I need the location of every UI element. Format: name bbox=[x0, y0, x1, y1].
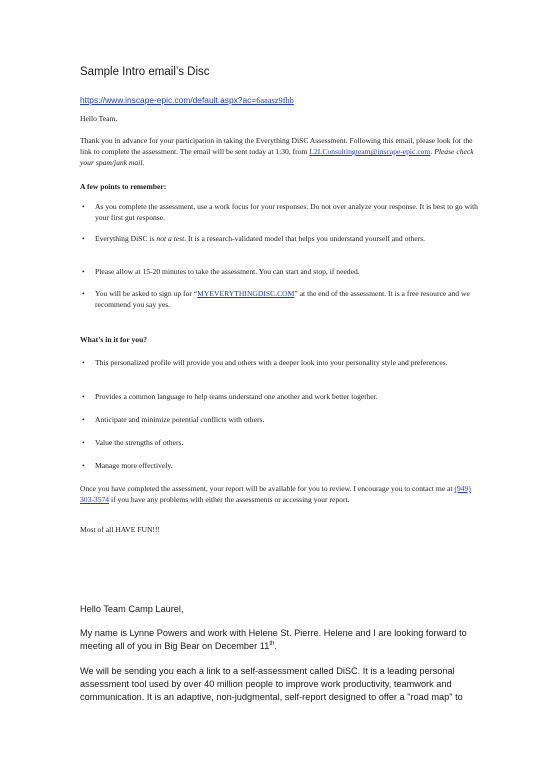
consulting-email-link[interactable]: L2LConsultingteam@inscape-epic.com bbox=[309, 147, 431, 156]
phone-link[interactable]: (949) 303-3574 bbox=[80, 484, 471, 504]
list-item: • Provides a common language to help teams understand one another and work better together. bbox=[82, 392, 378, 401]
bullet-icon: • bbox=[82, 358, 85, 367]
email2-paragraph-2: We will be sending you each a link to a self-assessment called DiSC. It is a leading personal assessment tool used by over 40 million people to improve work productivity, teamwork and communication. It is an adaptive, non-judgmental, self-report designed to offer a "road map" to bbox=[80, 666, 463, 702]
list-item: • Manage more effectively. bbox=[82, 461, 173, 470]
list-item: • Everything DiSC is not a test. It is a research-validated model that helps you understand yourself and others. bbox=[82, 234, 426, 243]
points-heading: A few points to remember: bbox=[80, 182, 167, 191]
list-item: • As you complete the assessment, use a work focus for your responses. Do not over analyze your response. It is best to go with your first gut response. bbox=[82, 202, 478, 222]
closing-paragraph: Once you have completed the assessment, your report will be available for you to review. I encourage you to contact me at (949) 303-3574 if you have any problems with either the assessments or accessing your report. bbox=[80, 484, 471, 504]
bullet-icon: • bbox=[82, 202, 85, 211]
email1-intro: Thank you in advance for your participation in taking the Everything DiSC Assessment. Following this email, please look for the link to complete the assessment. The email will be sent today at 1:30, from L2LConsultingteam@inscape-epic.com. Please check your spam/junk mail. bbox=[80, 136, 474, 167]
email1-greeting: Hello Team, bbox=[80, 114, 118, 123]
list-item: • Anticipate and minimize potential conflicts with others. bbox=[82, 415, 265, 424]
bullet-icon: • bbox=[82, 415, 85, 424]
inscape-link[interactable]: https://www.inscape-epic.com/default.aspx?ac=6aaasz9fhb bbox=[80, 95, 294, 105]
bullet-icon: • bbox=[82, 461, 85, 470]
bullet-icon: • bbox=[82, 289, 85, 298]
signoff: Most of all HAVE FUN!!! bbox=[80, 525, 161, 534]
list-item: • Value the strengths of others. bbox=[82, 438, 184, 447]
bullet-icon: • bbox=[82, 392, 85, 401]
list-item: • Please allow at 15-20 minutes to take the assessment. You can start and stop, if needed. bbox=[82, 267, 360, 276]
list-item: • You will be asked to sign up for “MYEVERYTHINGDISC.COM” at the end of the assessment. It is a free resource and we recommend you say yes. bbox=[82, 289, 470, 309]
email2-paragraph-1: My name is Lynne Powers and work with Helene St. Pierre. Helene and I are looking forward to meeting all of you in Big Bear on December 11th. bbox=[80, 628, 467, 651]
list-item: • This personalized profile will provide you and others with a deeper look into your personality style and preferences. bbox=[82, 358, 448, 367]
bullet-icon: • bbox=[82, 438, 85, 447]
whats-in-it-heading: What’s in it for you? bbox=[80, 335, 148, 344]
myeverythingdisc-link[interactable]: MYEVERYTHINGDISC.COM bbox=[197, 289, 295, 298]
bullet-icon: • bbox=[82, 267, 85, 276]
email2-greeting: Hello Team Camp Laurel, bbox=[80, 604, 184, 614]
document-title: Sample Intro email’s Disc bbox=[80, 66, 210, 78]
bullet-icon: • bbox=[82, 234, 85, 243]
